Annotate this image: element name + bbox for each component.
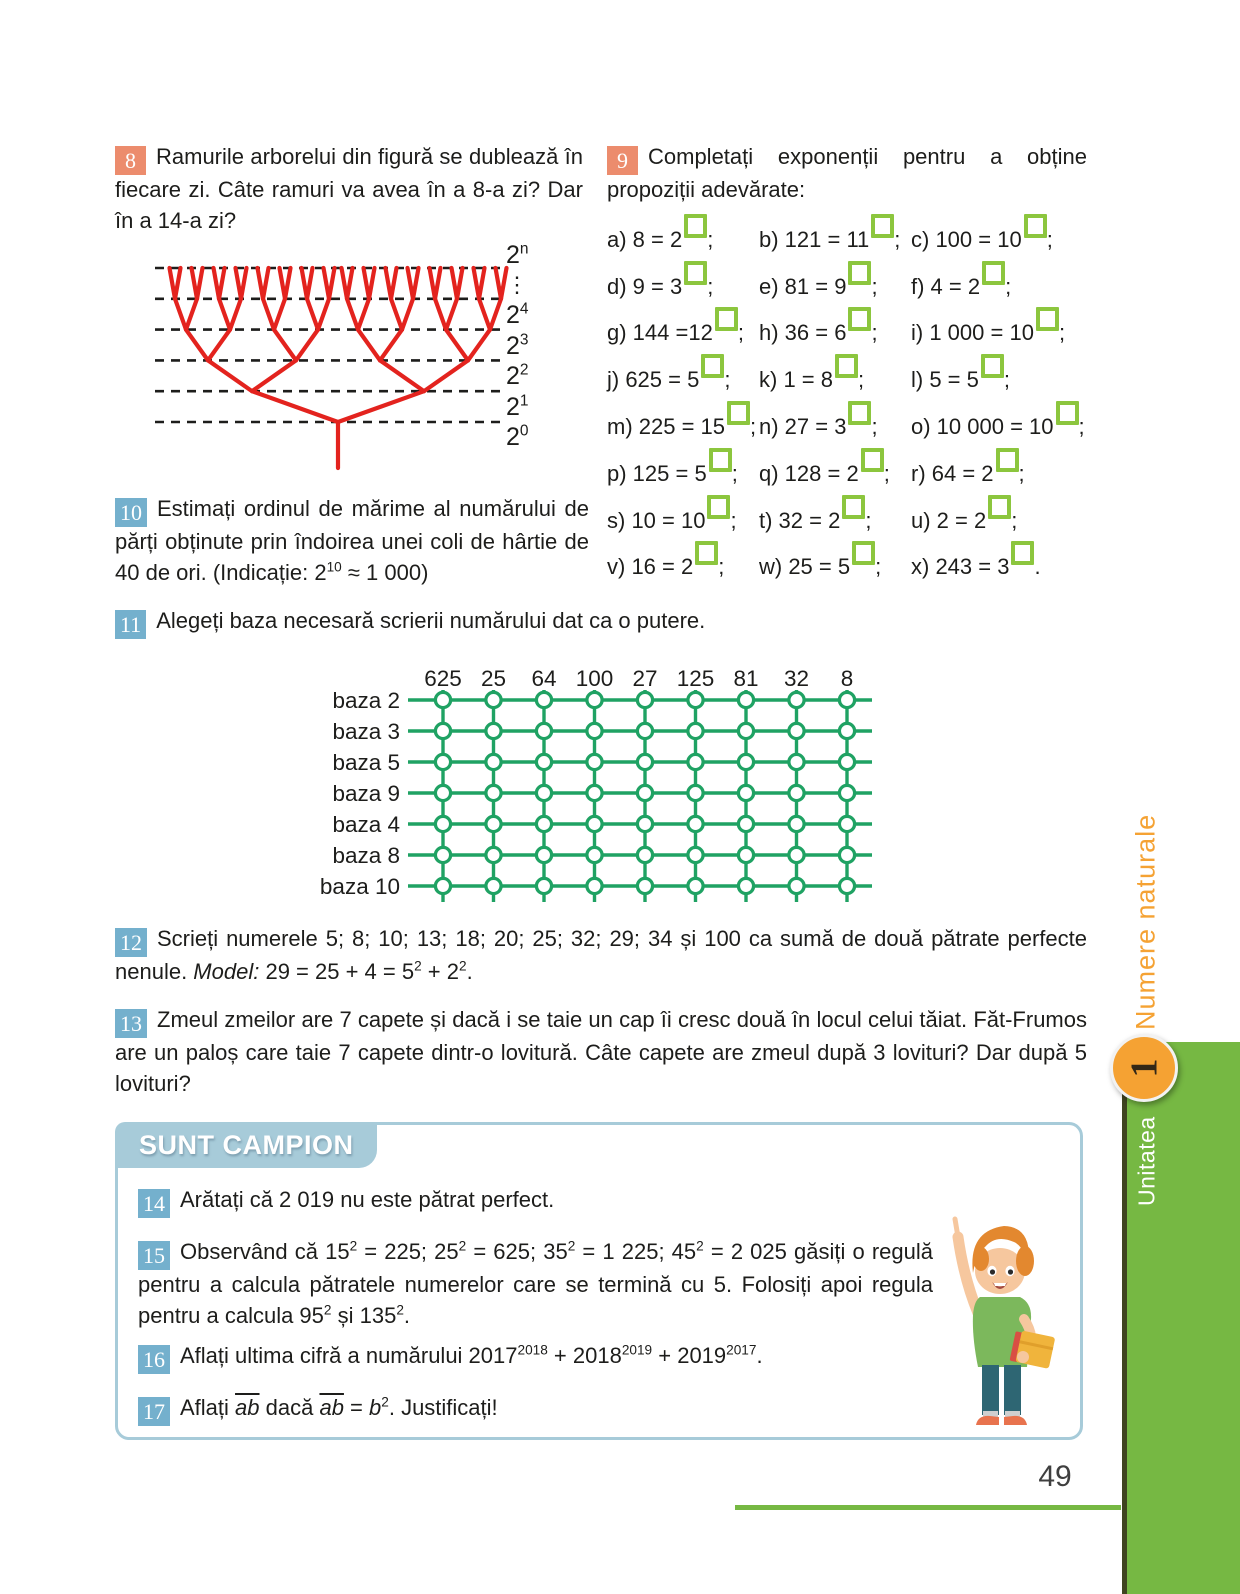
exponent-item-text: n) 27 = 3 <box>759 413 847 439</box>
exponent-item-text: a) 8 = 2 <box>607 226 683 252</box>
grid-choice-node <box>486 692 501 707</box>
exponent-item-text: s) 10 = 10 <box>607 507 706 533</box>
exercise-10-text: Estimați ordinul de mărime al numărului de părți obținute prin îndoirea unei coli de hârtie de 40 de ori. (Indicație: $2^{10} \approx 1$ 000) <box>115 496 589 585</box>
exponent-item <box>759 261 911 306</box>
exponent-item-text: p) 125 = 5 <box>607 460 707 486</box>
exponent-answer-box <box>982 261 1005 285</box>
exercise-16-badge: 16 <box>138 1345 170 1374</box>
tree-level-label: $2^3$ <box>506 331 529 360</box>
exercise-8 <box>115 142 583 236</box>
grid-choice-node <box>637 847 652 862</box>
exponent-item <box>911 541 1089 586</box>
grid-choice-node <box>637 754 652 769</box>
exponent-item <box>911 448 1089 493</box>
exponent-answer-box <box>835 354 858 378</box>
grid-choice-node <box>688 878 703 893</box>
chapter-label: Numere naturale <box>1130 813 1161 1030</box>
exponent-item-punct: ; <box>871 413 878 439</box>
grid-row-label: baza 9 <box>332 781 400 806</box>
grid-choice-node <box>587 723 602 738</box>
tree-level-label: $2^2$ <box>506 361 529 390</box>
exponent-item <box>911 401 1089 446</box>
grid-choice-node <box>637 785 652 800</box>
exponent-answer-box <box>701 354 724 378</box>
exponent-answer-box <box>1036 307 1059 331</box>
exponent-item-text: j) 625 = 5 <box>607 367 700 393</box>
grid-choice-node <box>839 878 854 893</box>
grid-choice-node <box>688 847 703 862</box>
grid-choice-node <box>435 878 450 893</box>
exponent-item <box>759 448 911 493</box>
exercise-11 <box>115 606 1095 639</box>
exponent-answer-box <box>848 307 871 331</box>
exponent-item <box>607 261 759 306</box>
exponent-answer-box <box>871 214 894 238</box>
grid-column-header: 25 <box>480 666 507 691</box>
grid-row-label: baza 10 <box>319 874 400 899</box>
grid-choice-node <box>789 723 804 738</box>
exponent-answer-box <box>842 495 865 519</box>
exponent-item <box>759 401 911 446</box>
exponent-answer-box <box>1024 214 1047 238</box>
exponent-item <box>607 214 759 259</box>
grid-choice-node <box>738 754 753 769</box>
exponent-item-text: f) 4 = 2 <box>911 273 981 299</box>
grid-choice-node <box>789 754 804 769</box>
grid-choice-node <box>738 723 753 738</box>
grid-choice-node <box>688 816 703 831</box>
grid-choice-node <box>587 754 602 769</box>
exponent-answer-box <box>848 261 871 285</box>
exponent-answer-box <box>684 261 707 285</box>
exponent-item-text: o) 10 000 = 10 <box>911 413 1054 439</box>
grid-column-header: 32 <box>783 666 810 691</box>
exponent-item-text: t) 32 = 2 <box>759 507 841 533</box>
grid-choice-node <box>789 692 804 707</box>
grid-choice-node <box>839 692 854 707</box>
tree-level-label: $2^1$ <box>506 392 529 421</box>
grid-choice-node <box>486 754 501 769</box>
exponent-answer-box <box>684 214 707 238</box>
exercise-14 <box>138 1185 938 1218</box>
exponent-item <box>911 495 1089 540</box>
exponent-item-punct: ; <box>724 367 731 393</box>
grid-column-header: 100 <box>575 666 614 691</box>
grid-column-header: 81 <box>733 666 759 691</box>
exponent-item-text: q) 128 = 2 <box>759 460 859 486</box>
grid-choice-node <box>839 816 854 831</box>
exponent-item-punct: ; <box>871 320 878 346</box>
tree-level-label: $2^4$ <box>506 300 529 329</box>
unit-number: 1 <box>1123 1058 1165 1078</box>
exponent-item-text: x) 243 = 3 <box>911 554 1010 580</box>
grid-column-header: 125 <box>676 666 715 691</box>
exponent-item-punct: ; <box>875 554 882 580</box>
grid-choice-node <box>789 816 804 831</box>
exponent-items <box>607 212 1089 586</box>
exponent-item-punct: ; <box>857 367 865 393</box>
exercise-17 <box>138 1393 933 1426</box>
grid-choice-node <box>738 785 753 800</box>
exercise-14-text: Arătați că 2 019 nu este pătrat perfect. <box>180 1187 555 1212</box>
exercise-16-text: Aflați ultima cifră a numărului $2017^{2018} + 2018^{2019} + 2019^{2017}$. <box>180 1342 763 1368</box>
grid-choice-node <box>688 754 703 769</box>
exponent-item-text: m) 225 = 15 <box>607 413 726 439</box>
exercise-11-text: Alegeți baza necesară scrierii numărului dat ca o putere. <box>156 608 706 633</box>
exercise-17-text: Aflați $\overline{ab}$ dacă $\overline{ab} = b^2$. Justificați! <box>180 1394 498 1420</box>
exercise-13-text: Zmeul zmeilor are 7 capete și dacă i se taie un cap îi cresc două în locul celui tăiat. Făt-Frumos are un paloș care taie 7 capete dintr-o lovitură. Câte capete are zmeul după 3 lovituri? Dar după 5 lovituri? <box>115 1007 1087 1096</box>
exponent-item-punct: ; <box>1003 367 1010 393</box>
grid-column-header: 64 <box>531 666 557 691</box>
page-footer-rule <box>735 1505 1121 1510</box>
exercise-13-badge: 13 <box>115 1009 147 1038</box>
exercise-12 <box>115 924 1087 988</box>
grid-choice-node <box>738 816 753 831</box>
grid-choice-node <box>839 847 854 862</box>
grid-choice-node <box>536 692 551 707</box>
exercise-8-badge: 8 <box>115 146 146 175</box>
grid-column-header: 625 <box>424 666 462 691</box>
champion-title: SUNT CAMPION <box>139 1129 354 1160</box>
grid-row-label: baza 2 <box>332 688 400 713</box>
grid-choice-node <box>738 692 753 707</box>
grid-choice-node <box>435 692 450 707</box>
exponent-item <box>911 261 1089 306</box>
exponent-item-text: c) 100 = 10 <box>911 226 1022 252</box>
exponent-answer-box <box>1011 541 1034 565</box>
doubling-tree-figure <box>120 242 590 477</box>
grid-choice-node <box>536 785 551 800</box>
exponent-item-punct: ; <box>1011 507 1018 533</box>
exponent-answer-box <box>861 448 884 472</box>
exercise-14-badge: 14 <box>138 1189 170 1218</box>
exponent-item-punct: ; <box>894 226 901 252</box>
exercise-10-badge: 10 <box>115 498 147 527</box>
exponent-item-punct: ; <box>730 507 737 533</box>
grid-choice-node <box>486 785 501 800</box>
exponent-item-punct: ; <box>707 226 714 252</box>
exponent-item <box>607 448 759 493</box>
exercise-12-text: Scrieți numerele 5; 8; 10; 13; 18; 20; 25; 32; 29; 34 și 100 ca sumă de două pătrate perfecte nenule. Model: $29 = 25 + 4 = 5^2 + 2^2$. <box>115 926 1087 984</box>
grid-choice-node <box>587 816 602 831</box>
exponent-answer-box <box>988 495 1011 519</box>
tree-level-label: 2$^n$ <box>506 240 529 269</box>
exponent-item <box>759 354 911 399</box>
base-selection-grid <box>310 660 880 912</box>
grid-choice-node <box>435 847 450 862</box>
exponent-answer-box <box>848 401 871 425</box>
exercise-17-badge: 17 <box>138 1397 170 1426</box>
tree-level-dots: ⋮ <box>506 272 528 297</box>
grid-choice-node <box>435 785 450 800</box>
champion-tab <box>115 1122 377 1168</box>
exponent-answer-box <box>852 541 875 565</box>
exponent-answer-box <box>695 541 718 565</box>
exercise-9-text: Completați exponenții pentru a obține propoziții adevărate: <box>607 144 1087 202</box>
grid-choice-node <box>789 785 804 800</box>
exercise-10 <box>115 494 589 588</box>
grid-choice-node <box>688 723 703 738</box>
exponent-item <box>911 354 1089 399</box>
exponent-item-punct: ; <box>1078 413 1085 439</box>
grid-choice-node <box>637 692 652 707</box>
exponent-item <box>607 307 759 352</box>
exponent-item-text: h) 36 = 6 <box>759 320 847 346</box>
grid-choice-node <box>789 878 804 893</box>
grid-choice-node <box>637 723 652 738</box>
grid-choice-node <box>536 816 551 831</box>
grid-choice-node <box>536 723 551 738</box>
exponent-answer-box <box>709 448 732 472</box>
page-number: 49 <box>1038 1460 1072 1493</box>
grid-choice-node <box>688 692 703 707</box>
grid-choice-node <box>587 878 602 893</box>
grid-choice-node <box>486 878 501 893</box>
exercise-11-badge: 11 <box>115 610 146 639</box>
exponent-item-text: r) 64 = 2 <box>911 460 994 486</box>
exponent-item-punct: . <box>1034 554 1041 580</box>
exponent-item-text: i) 1 000 = 10 <box>911 320 1034 346</box>
student-illustration <box>926 1197 1068 1431</box>
exponent-answer-box <box>996 448 1019 472</box>
exponent-item-text: u) 2 = 2 <box>911 507 987 533</box>
grid-row-label: baza 8 <box>332 843 400 868</box>
exponent-item <box>607 495 759 540</box>
grid-choice-node <box>738 878 753 893</box>
grid-choice-node <box>435 816 450 831</box>
grid-choice-node <box>486 816 501 831</box>
exponent-item-text: e) 81 = 9 <box>759 273 847 299</box>
exponent-item-punct: ; <box>1005 273 1012 299</box>
exponent-item <box>759 307 911 352</box>
exponent-item-punct: ; <box>883 460 890 486</box>
unit-number-circle <box>1110 1034 1178 1102</box>
grid-row-label: baza 5 <box>332 750 400 775</box>
grid-column-header: 27 <box>632 666 658 691</box>
exercise-9-badge: 9 <box>607 146 638 175</box>
grid-choice-node <box>536 847 551 862</box>
grid-choice-node <box>435 754 450 769</box>
exercise-12-badge: 12 <box>115 928 147 957</box>
exponent-item-text: d) 9 = 3 <box>607 273 683 299</box>
grid-choice-node <box>587 785 602 800</box>
exercise-9 <box>607 142 1087 206</box>
exponent-answer-box <box>715 307 738 331</box>
exercise-13 <box>115 1005 1087 1099</box>
exponent-item-punct: ; <box>718 554 725 580</box>
exercise-8-text: Ramurile arborelui din figură se dublează în fiecare zi. Câte ramuri va avea în a 8-a zi? Dar în a 14-a zi? <box>115 144 583 233</box>
exercise-16 <box>138 1341 933 1374</box>
exponent-answer-box <box>707 495 730 519</box>
champion-box <box>115 1122 1083 1440</box>
exponent-item-text: l) 5 = 5 <box>911 367 979 393</box>
exponent-item <box>759 495 911 540</box>
grid-row-label: baza 4 <box>332 812 400 837</box>
grid-column-header: 8 <box>840 666 854 691</box>
grid-choice-node <box>637 878 652 893</box>
tree-level-label: $2^0$ <box>506 422 529 451</box>
exponent-item-punct: ; <box>1046 226 1053 252</box>
grid-choice-node <box>486 723 501 738</box>
unit-word: Unitatea <box>1133 1116 1160 1206</box>
exponent-item-punct: ; <box>707 273 714 299</box>
exponent-answer-box <box>727 401 750 425</box>
grid-choice-node <box>486 847 501 862</box>
exponent-item-punct: ; <box>871 273 878 299</box>
exponent-item-punct: ; <box>1018 460 1025 486</box>
exercise-15-badge: 15 <box>138 1241 170 1270</box>
grid-choice-node <box>688 785 703 800</box>
exponent-item-punct: ; <box>737 320 744 346</box>
exponent-item-text: b) 121 = 11 <box>759 226 870 252</box>
grid-choice-node <box>536 754 551 769</box>
grid-choice-node <box>587 847 602 862</box>
exponent-item-text: v) 16 = 2 <box>607 554 694 580</box>
exponent-item <box>759 541 911 586</box>
grid-row-label: baza 3 <box>332 719 400 744</box>
exponent-item <box>607 541 759 586</box>
exponent-item-punct: ; <box>865 507 872 533</box>
grid-choice-node <box>839 754 854 769</box>
grid-choice-node <box>789 847 804 862</box>
grid-choice-node <box>536 878 551 893</box>
exponent-item <box>607 354 759 399</box>
exponent-answer-box <box>1056 401 1079 425</box>
grid-choice-node <box>839 785 854 800</box>
exercise-15 <box>138 1237 933 1331</box>
exponent-item <box>759 214 911 259</box>
exponent-item <box>607 401 759 446</box>
exercise-15-text: Observând că $15^2 = 225$; $25^2 = 625$; $35^2 = 1$ 225; $45^2 = 2$ 025 găsiți o regulă pentru a calcula pătratele numerelor care se termină cu 5. Folosiți apoi regula pentru a calcula $95^2$ și $135^2$. <box>138 1238 933 1328</box>
grid-choice-node <box>738 847 753 862</box>
exponent-item <box>911 214 1089 259</box>
exponent-item-punct: ; <box>750 413 757 439</box>
exponent-item <box>911 307 1089 352</box>
exponent-item-text: g) 144 =12 <box>607 320 713 346</box>
grid-choice-node <box>587 692 602 707</box>
exponent-item-text: w) 25 = 5 <box>759 554 851 580</box>
grid-choice-node <box>839 723 854 738</box>
exponent-item-punct: ; <box>1058 320 1066 346</box>
grid-choice-node <box>637 816 652 831</box>
exponent-answer-box <box>981 354 1004 378</box>
exponent-item-text: k) 1 = 8 <box>759 367 833 393</box>
grid-choice-node <box>435 723 450 738</box>
exponent-item-punct: ; <box>731 460 738 486</box>
